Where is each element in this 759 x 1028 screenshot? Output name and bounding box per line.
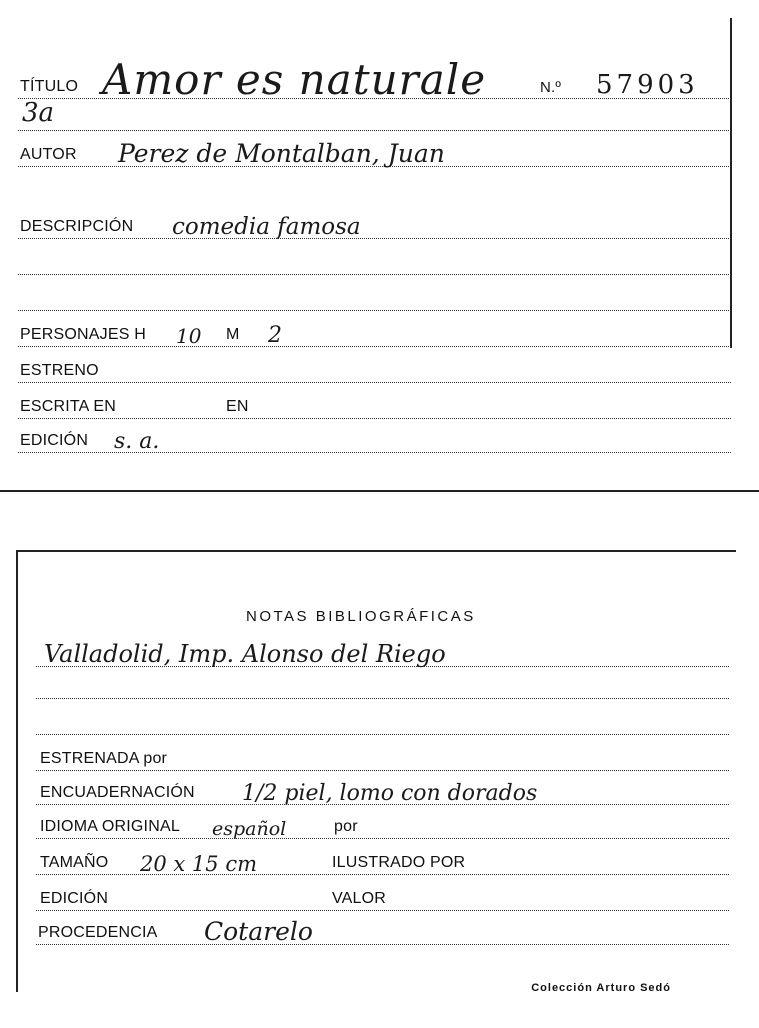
notas-value: Valladolid, Imp. Alonso del Riego bbox=[44, 640, 446, 668]
encuadernacion-value: 1/2 piel, lomo con dorados bbox=[242, 781, 538, 806]
card-bottom-edge bbox=[0, 490, 759, 492]
procedencia-row bbox=[36, 914, 729, 945]
titulo-continuation-row bbox=[18, 100, 731, 131]
estrenada-row bbox=[36, 740, 729, 771]
autor-label: AUTOR bbox=[20, 146, 77, 163]
numero-label: N.º bbox=[540, 79, 562, 96]
idioma-por-label: por bbox=[334, 818, 358, 835]
collection-footer: Colección Arturo Sedó bbox=[531, 982, 671, 994]
personajes-row bbox=[18, 316, 731, 347]
titulo-label: TÍTULO bbox=[20, 78, 79, 95]
estreno-row bbox=[18, 352, 731, 383]
estreno-label: ESTRENO bbox=[20, 362, 99, 379]
descripcion-value: comedia famosa bbox=[172, 214, 361, 240]
notas-blank-row-2 bbox=[36, 704, 729, 735]
catalog-card-front bbox=[0, 0, 759, 495]
edicion-value: s. a. bbox=[114, 429, 160, 454]
catalog-card-back bbox=[0, 540, 759, 1028]
personajes-m-value: 2 bbox=[268, 323, 282, 348]
personajes-m-label: M bbox=[226, 326, 240, 343]
tamano-label: TAMAÑO bbox=[40, 854, 109, 871]
notas-row bbox=[36, 636, 729, 667]
notas-blank-row-1 bbox=[36, 668, 729, 699]
escrita-en-label: ESCRITA EN bbox=[20, 398, 116, 415]
edicion-row bbox=[18, 422, 731, 453]
edicion-back-label: EDICIÓN bbox=[40, 890, 109, 907]
volume-note: 3a bbox=[22, 98, 55, 128]
ilustrado-label: ILUSTRADO POR bbox=[332, 854, 466, 871]
procedencia-value: Cotarelo bbox=[204, 917, 313, 946]
idioma-row bbox=[36, 808, 729, 839]
personajes-h-value: 10 bbox=[176, 324, 202, 348]
blank-row-2 bbox=[18, 280, 731, 311]
tamano-row bbox=[36, 844, 729, 875]
encuadernacion-label: ENCUADERNACIÓN bbox=[40, 784, 195, 801]
descripcion-label: DESCRIPCIÓN bbox=[20, 218, 134, 235]
idioma-label: IDIOMA ORIGINAL bbox=[40, 818, 180, 835]
titulo-row bbox=[18, 55, 731, 104]
titulo-value: Amor es naturale bbox=[102, 55, 487, 104]
escrita-en-place-label: EN bbox=[226, 398, 249, 415]
valor-label: VALOR bbox=[332, 890, 387, 907]
edicion-valor-row bbox=[36, 880, 729, 911]
numero-value: 57903 bbox=[596, 70, 699, 100]
autor-row bbox=[18, 136, 731, 167]
estrenada-label: ESTRENADA por bbox=[40, 750, 168, 767]
personajes-h-label: PERSONAJES H bbox=[20, 326, 146, 343]
card-top-edge bbox=[16, 550, 736, 552]
autor-value: Perez de Montalban, Juan bbox=[118, 139, 445, 168]
edicion-label: EDICIÓN bbox=[20, 432, 89, 449]
notas-heading: NOTAS BIBLIOGRÁFICAS bbox=[246, 608, 476, 625]
escrita-row bbox=[18, 388, 731, 419]
tamano-value: 20 x 15 cm bbox=[140, 852, 257, 876]
idioma-value: español bbox=[212, 818, 287, 840]
card-left-edge bbox=[16, 552, 18, 992]
blank-row-1 bbox=[18, 244, 731, 275]
descripcion-row bbox=[18, 208, 731, 239]
encuadernacion-row bbox=[36, 774, 729, 805]
procedencia-label: PROCEDENCIA bbox=[38, 924, 158, 941]
